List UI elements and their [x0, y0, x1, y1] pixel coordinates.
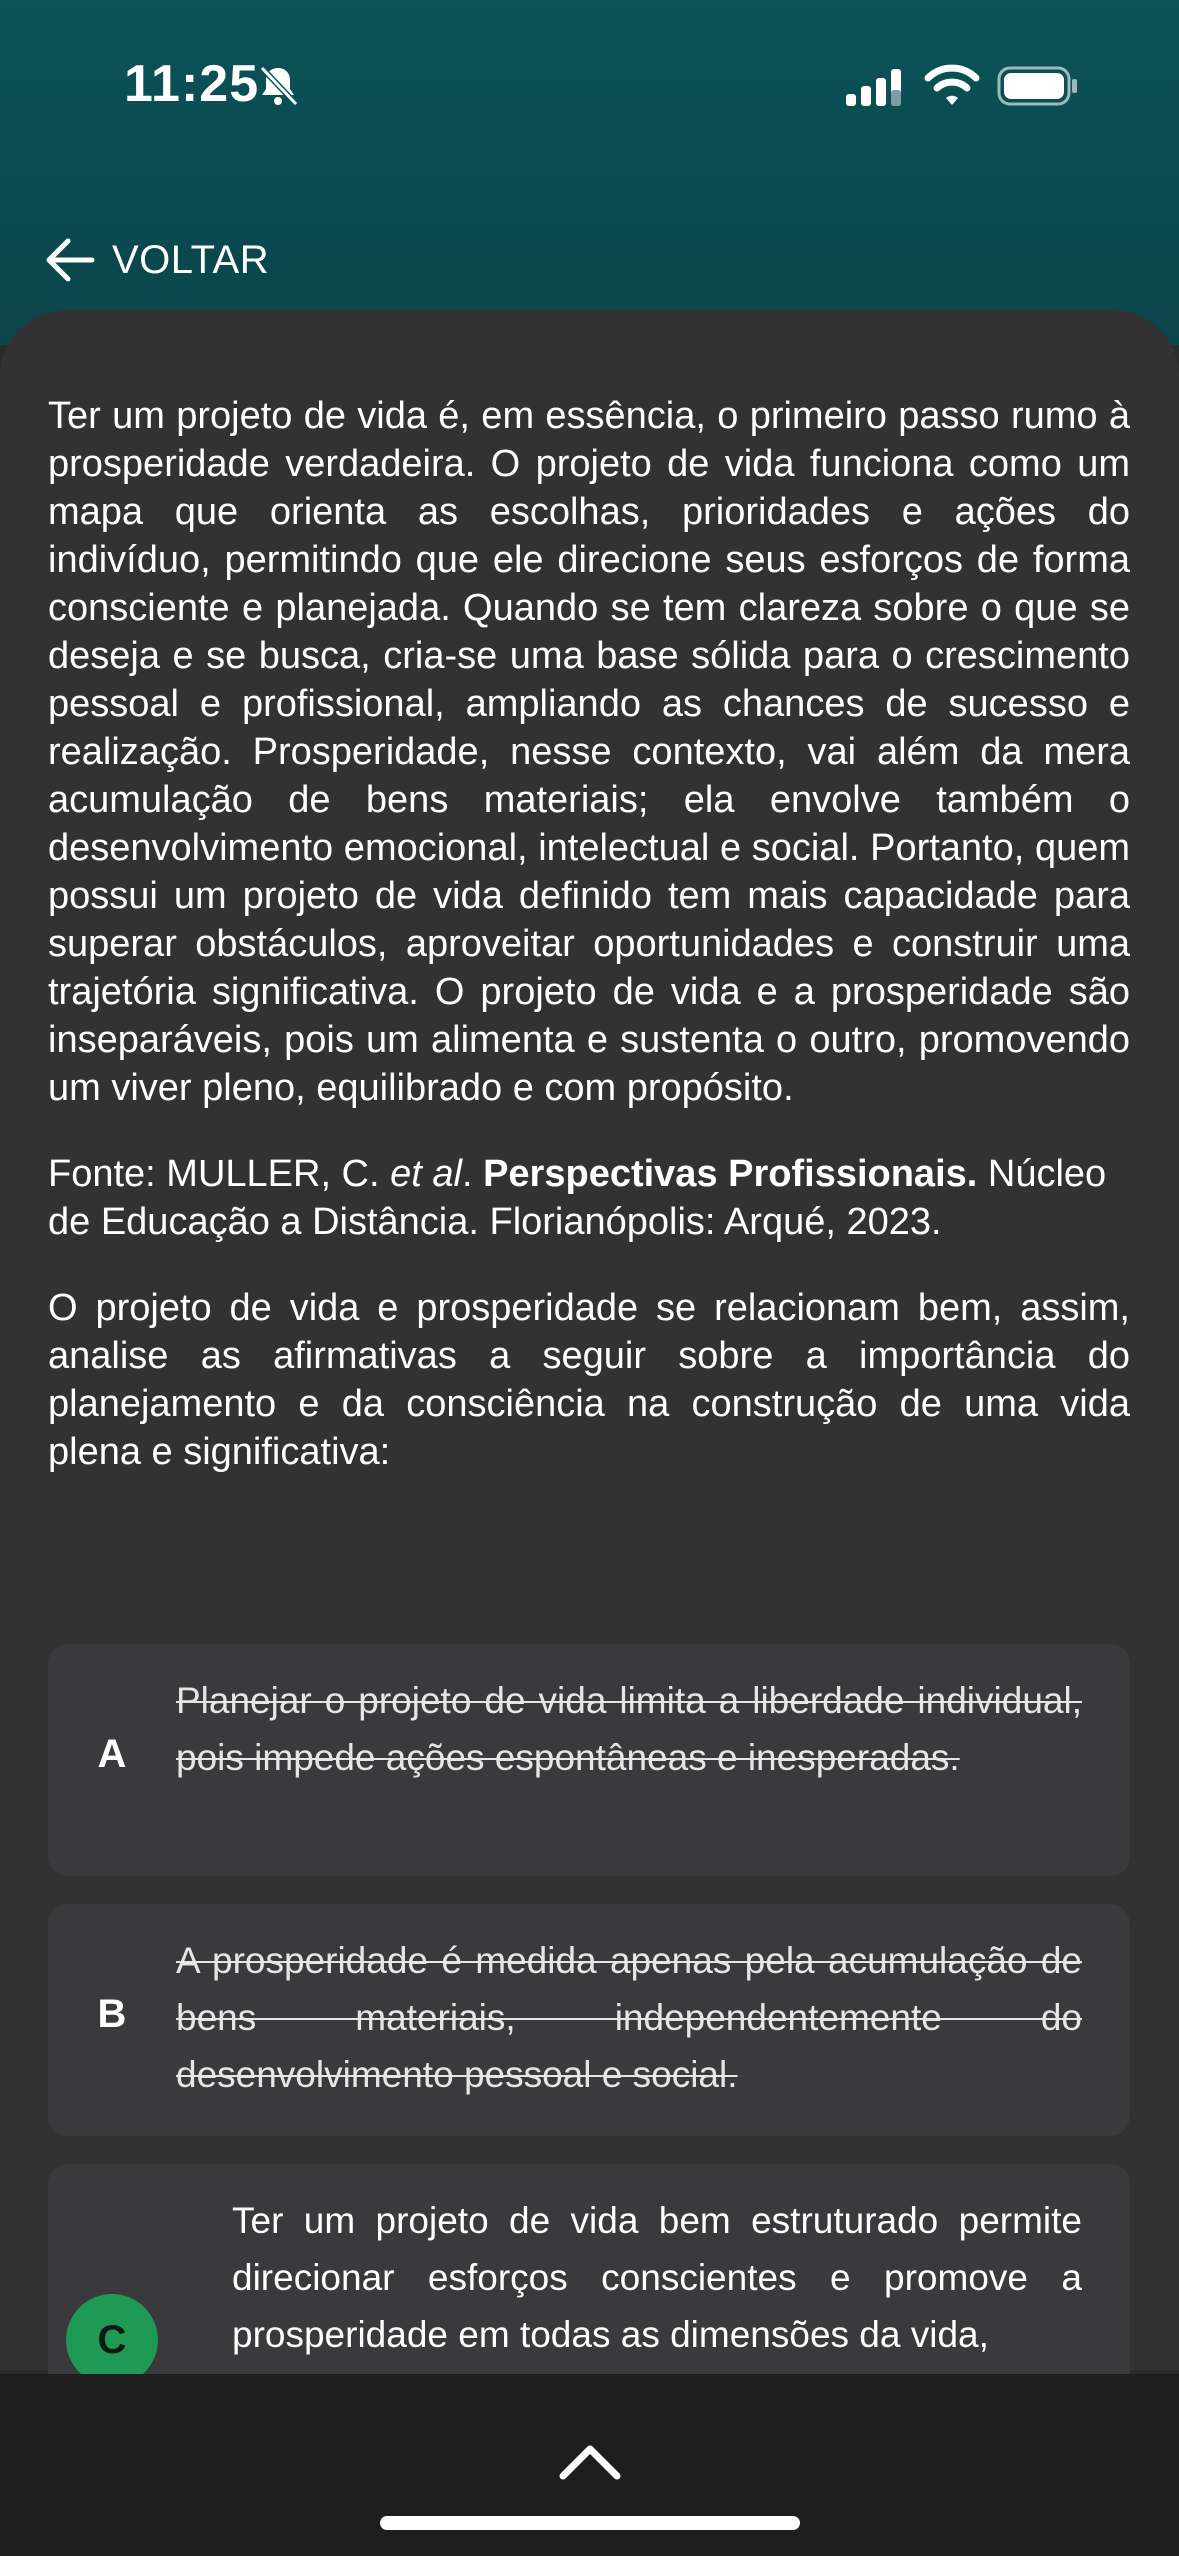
option-letter-selected: C	[66, 2294, 158, 2386]
source-prefix: Fonte: MULLER, C.	[48, 1153, 391, 1195]
battery-icon	[997, 66, 1079, 106]
bell-slash-icon	[254, 62, 302, 110]
home-indicator[interactable]	[380, 2516, 800, 2530]
arrow-left-icon	[42, 232, 98, 288]
option-text: A prosperidade é medida apenas pela acumulação de bens materiais, independentemente do desenvolvimento pessoal e social.	[176, 1940, 1082, 2095]
chevron-up-icon[interactable]	[557, 2440, 623, 2482]
source-et-al: et al	[390, 1153, 462, 1195]
back-label: VOLTAR	[112, 237, 270, 282]
status-time: 11:25	[124, 55, 260, 113]
wifi-icon	[924, 62, 980, 108]
question-content	[48, 392, 1130, 1476]
option-text: Planejar o projeto de vida limita a liberdade individual, pois impede ações espontâneas e inesperadas.	[176, 1680, 1082, 1778]
source-citation	[48, 1150, 1130, 1246]
question-paragraph: Ter um projeto de vida é, em essência, o primeiro passo rumo à prosperidade verdadeira. O projeto de vida funciona como um mapa que orienta as escolhas, prioridades e ações do indivíduo, permitindo que ele direcione seus esforços de forma consciente e planejada. Quando se tem clareza sobre o que se deseja e se busca, cria-se uma base sólida para o crescimento pessoal e profissional, ampliando as chances de sucesso e realização. Prosperidade, nesse contexto, vai além da mera acumulação de bens materiais; ela envolve também o desenvolvimento emocional, intelectual e social. Portanto, quem possui um projeto de vida definido tem mais capacidade para superar obstáculos, aproveitar oportunidades e construir uma trajetória significativa. O projeto de vida e a prosperidade são inseparáveis, pois um alimenta e sustenta o outro, promovendo um viver pleno, equilibrado e com propósito.	[48, 395, 1130, 1109]
source-dot: .	[461, 1153, 484, 1195]
cellular-signal-icon	[844, 66, 908, 108]
option-b[interactable]	[48, 1904, 1130, 2136]
option-letter: B	[97, 1992, 127, 2036]
option-a[interactable]	[48, 1644, 1130, 1876]
question-prompt: O projeto de vida e prosperidade se relacionam bem, assim, analise as afirmativas a seguir sobre a importância do planejamento e da consciência na construção de uma vida plena e significativa:	[48, 1287, 1130, 1473]
source-title: Perspectivas Profissionais.	[483, 1153, 978, 1195]
source-rest: Núcleo de Educação a Distância. Florianópolis: Arqué, 2023.	[48, 1153, 1107, 1243]
header	[0, 0, 1179, 345]
option-letter: A	[97, 1732, 127, 1776]
back-button[interactable]	[42, 228, 269, 292]
option-text: Ter um projeto de vida bem estruturado permite direcionar esforços conscientes e promove a prosperidade em todas as dimensões da vida,	[232, 2200, 1082, 2355]
